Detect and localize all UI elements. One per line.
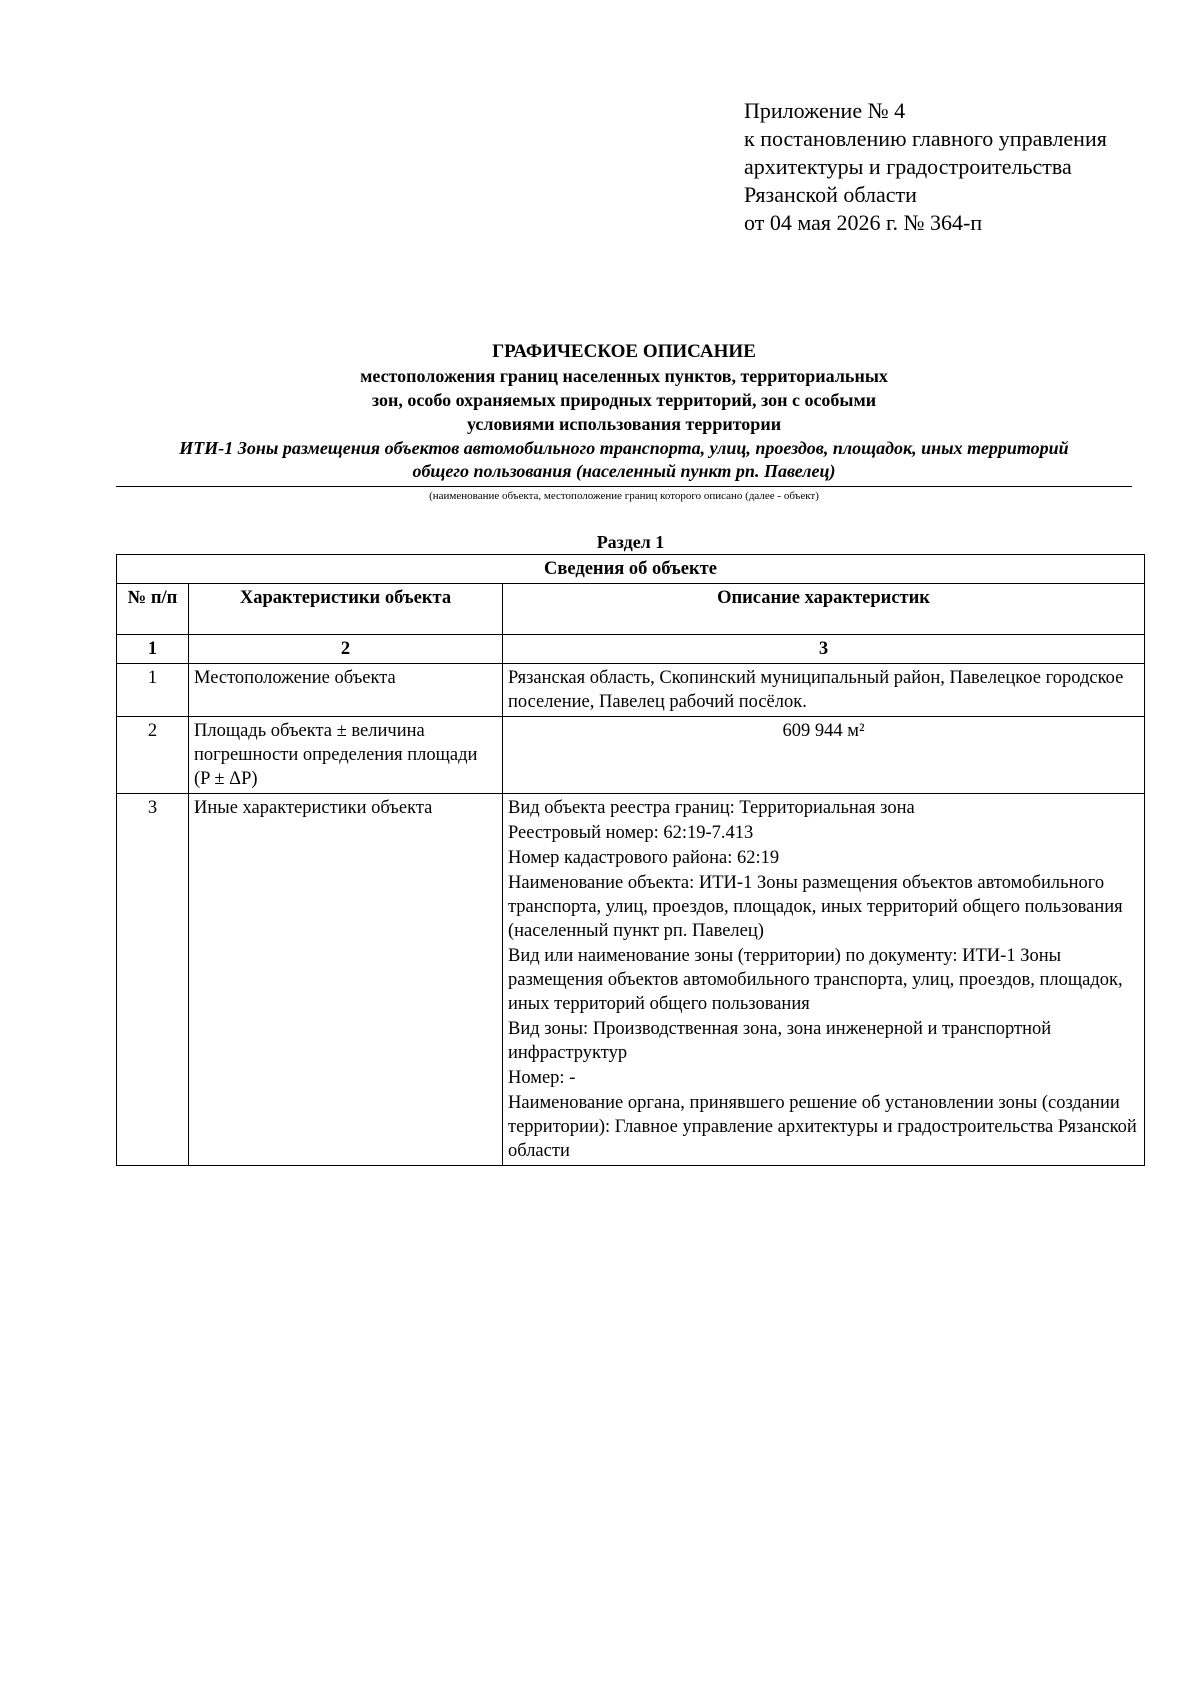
row-description — [503, 664, 1145, 717]
section-label: Раздел 1 — [596, 532, 665, 552]
description-line: Вид или наименование зоны (территории) по документу: ИТИ-1 Зоны размещения объектов автомобильного транспорта, улиц, проездов, площадок, иных территорий общего пользования — [508, 946, 1123, 1014]
table-row — [117, 664, 1145, 717]
column-number: 3 — [503, 635, 1145, 664]
row-characteristic: Иные характеристики объекта — [189, 794, 503, 1166]
row-characteristic: Местоположение объекта — [189, 664, 503, 717]
document-subtitle-line: зон, особо охраняемых природных территорий, зон с особыми — [371, 390, 877, 410]
table-caption-row — [117, 555, 1145, 584]
description-line: Наименование объекта: ИТИ-1 Зоны размещения объектов автомобильного транспорта, улиц, проездов, площадок, иных территорий общего пользования (населенный пункт рп. Павелец) — [508, 873, 1123, 941]
column-number: 1 — [117, 635, 189, 664]
appendix-line: от 04 мая 2026 г. № 364-п — [744, 210, 983, 235]
appendix-line: к постановлению главного управления — [744, 126, 1107, 151]
column-number: 2 — [189, 635, 503, 664]
description-line: Вид зоны: Производственная зона, зона инженерной и транспортной инфраструктур — [508, 1019, 1052, 1063]
title-block — [116, 340, 1132, 504]
appendix-line: архитектуры и градостроительства — [744, 154, 1072, 179]
description-line: Вид объекта реестра границ: Территориальная зона — [508, 798, 915, 818]
appendix-line: Приложение № 4 — [744, 98, 906, 123]
description-line: Номер: - — [508, 1068, 576, 1088]
document-subtitle-line: условиями использования территории — [466, 414, 782, 434]
table-header-row — [117, 584, 1145, 635]
header-description: Описание характеристик — [503, 584, 1145, 635]
object-info-table — [116, 554, 1145, 1166]
object-name-line: ИТИ-1 Зоны размещения объектов автомобильного транспорта, улиц, проездов, площадок, иных территорий — [179, 438, 1069, 458]
object-name-line: общего пользования (населенный пункт рп. Павелец) — [412, 461, 836, 481]
row-description — [503, 717, 1145, 794]
table-row — [117, 717, 1145, 794]
row-description — [503, 794, 1145, 1166]
description-line: 609 944 м² — [782, 721, 865, 741]
appendix-block — [744, 97, 1107, 237]
description-line: Рязанская область, Скопинский муниципальный район, Павелецкое городское поселение, Павелец рабочий посёлок. — [508, 668, 1124, 712]
column-number-row — [117, 635, 1145, 664]
row-number: 2 — [117, 717, 189, 794]
header-characteristic: Характеристики объекта — [189, 584, 503, 635]
description-line: Реестровый номер: 62:19-7.413 — [508, 823, 754, 843]
row-number: 3 — [117, 794, 189, 1166]
object-name — [116, 437, 1132, 487]
object-name-caption: (наименование объекта, местоположение границ которого описано (далее - объект) — [429, 490, 819, 502]
document-title: ГРАФИЧЕСКОЕ ОПИСАНИЕ — [492, 341, 756, 362]
document-subtitle-line: местоположения границ населенных пунктов, территориальных — [360, 366, 888, 386]
table-row — [117, 794, 1145, 1166]
table-caption: Сведения об объекте — [117, 555, 1145, 584]
description-line: Наименование органа, принявшего решение об установлении зоны (создании территории): Главное управление архитектуры и градостроительства Рязанской области — [508, 1093, 1137, 1161]
appendix-line: Рязанской области — [744, 182, 917, 207]
header-num: № п/п — [117, 584, 189, 635]
row-characteristic: Площадь объекта ± величина погрешности определения площади (P ± ΔP) — [189, 717, 503, 794]
description-line: Номер кадастрового района: 62:19 — [508, 848, 780, 868]
row-number: 1 — [117, 664, 189, 717]
